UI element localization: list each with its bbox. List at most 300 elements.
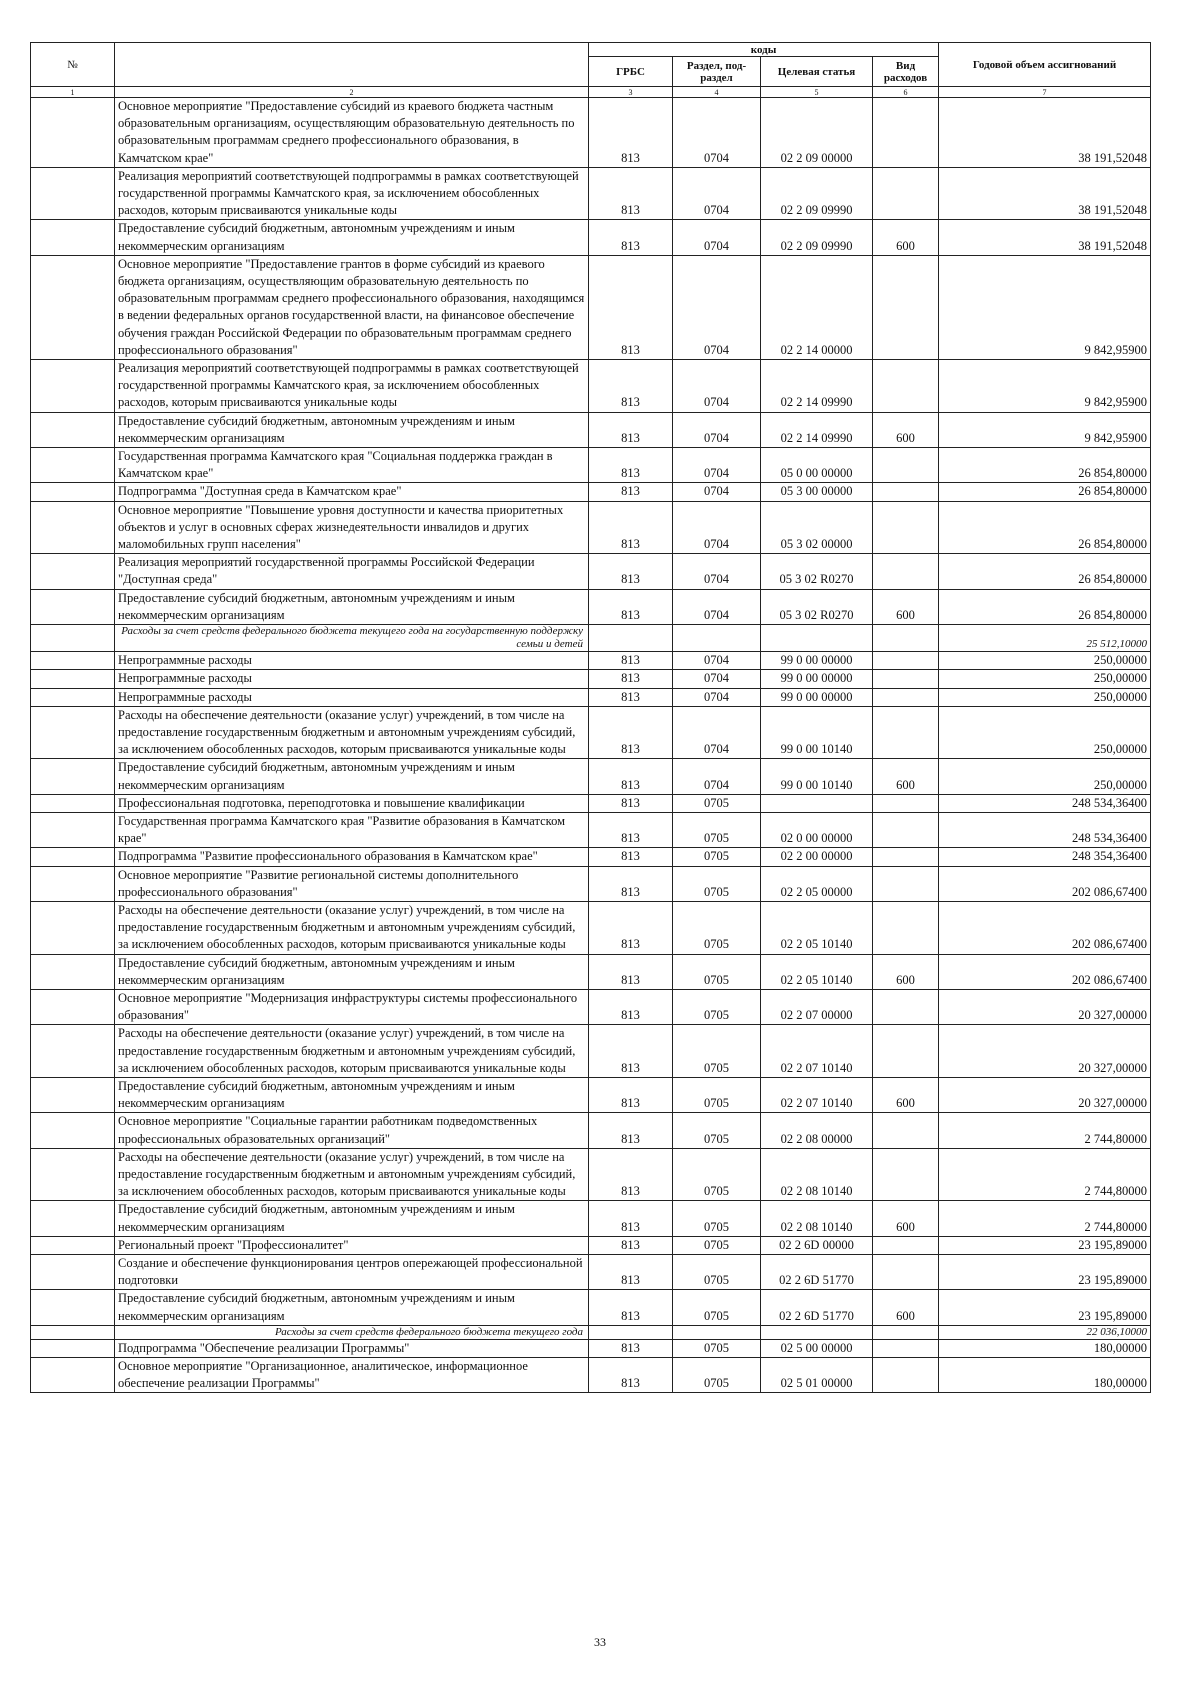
- row-celevaya: 02 2 09 00000: [761, 98, 873, 168]
- row-amount: 2 744,80000: [939, 1201, 1151, 1236]
- row-grbs: [589, 1325, 673, 1339]
- table-header: [31, 43, 1151, 98]
- row-name: Основное мероприятие "Развитие региональной системы дополнительного профессионального образования": [115, 866, 589, 901]
- row-razdel: 0705: [673, 866, 761, 901]
- table-row: [31, 220, 1151, 255]
- row-name: Непрограммные расходы: [115, 652, 589, 670]
- row-vid: [873, 167, 939, 220]
- column-number: 4: [673, 87, 761, 98]
- row-celevaya: 02 5 01 00000: [761, 1358, 873, 1393]
- row-amount: 248 534,36400: [939, 794, 1151, 812]
- row-name: Реализация мероприятий соответствующей подпрограммы в рамках соответствующей государственной программы Камчатского края, за исключением обособленных расходов, которым присваиваются уникальные коды: [115, 167, 589, 220]
- row-grbs: 813: [589, 1290, 673, 1325]
- row-celevaya: 02 2 6D 51770: [761, 1290, 873, 1325]
- row-vid: [873, 1236, 939, 1254]
- row-razdel: 0704: [673, 652, 761, 670]
- row-razdel: 0704: [673, 706, 761, 759]
- table-row: [31, 989, 1151, 1024]
- table-row: [31, 1201, 1151, 1236]
- row-grbs: 813: [589, 1077, 673, 1112]
- table-row: [31, 794, 1151, 812]
- table-row: [31, 501, 1151, 554]
- row-razdel: 0704: [673, 501, 761, 554]
- row-amount: 26 854,80000: [939, 554, 1151, 589]
- row-amount: 9 842,95900: [939, 360, 1151, 413]
- row-razdel: 0705: [673, 1201, 761, 1236]
- column-number: 5: [761, 87, 873, 98]
- row-razdel: 0704: [673, 220, 761, 255]
- row-celevaya: 02 2 07 10140: [761, 1077, 873, 1112]
- row-name: Предоставление субсидий бюджетным, автономным учреждениям и иным некоммерческим организациям: [115, 954, 589, 989]
- row-grbs: 813: [589, 901, 673, 954]
- row-grbs: 813: [589, 794, 673, 812]
- row-vid: 600: [873, 412, 939, 447]
- row-name: Реализация мероприятий соответствующей подпрограммы в рамках соответствующей государственной программы Камчатского края, за исключением обособленных расходов, которым присваиваются уникальные коды: [115, 360, 589, 413]
- budget-table: [30, 42, 1151, 1393]
- row-celevaya: 05 3 02 00000: [761, 501, 873, 554]
- row-name: Предоставление субсидий бюджетным, автономным учреждениям и иным некоммерческим организациям: [115, 412, 589, 447]
- table-row: [31, 812, 1151, 847]
- row-celevaya: 02 2 05 10140: [761, 954, 873, 989]
- column-number: 3: [589, 87, 673, 98]
- row-celevaya: 99 0 00 10140: [761, 759, 873, 794]
- row-razdel: [673, 1325, 761, 1339]
- table-row: [31, 670, 1151, 688]
- row-name: Основное мероприятие "Социальные гарантии работникам подведомственных профессиональных образовательных организаций": [115, 1113, 589, 1148]
- row-celevaya: 02 2 08 10140: [761, 1201, 873, 1236]
- row-amount: 250,00000: [939, 652, 1151, 670]
- row-number-cell: [31, 501, 115, 554]
- row-name: Расходы на обеспечение деятельности (оказание услуг) учреждений, в том числе на предоставление государственным бюджетным и автономным учреждениям субсидий, за исключением обособленных расходов, которым присваиваются уникальные коды: [115, 1148, 589, 1201]
- row-amount: 26 854,80000: [939, 589, 1151, 624]
- row-amount: 202 086,67400: [939, 954, 1151, 989]
- row-celevaya: 05 3 02 R0270: [761, 589, 873, 624]
- row-grbs: 813: [589, 360, 673, 413]
- row-celevaya: 02 2 07 10140: [761, 1025, 873, 1078]
- table-row: [31, 1236, 1151, 1254]
- row-celevaya: 99 0 00 00000: [761, 688, 873, 706]
- row-number-cell: [31, 589, 115, 624]
- row-name: Основное мероприятие "Предоставление грантов в форме субсидий из краевого бюджета организациям, осуществляющим образовательную деятельность по образовательным программам среднего профессионального образования, находящимся в ведении федеральных органов государственной власти, на финансовое обеспечение обучения граждан Российской Федерации по образовательным программам среднего профессионального образования": [115, 255, 589, 359]
- row-grbs: 813: [589, 554, 673, 589]
- row-razdel: 0704: [673, 360, 761, 413]
- row-number-cell: [31, 652, 115, 670]
- row-name: Создание и обеспечение функционирования центров опережающей профессиональной подготовки: [115, 1255, 589, 1290]
- row-vid: 600: [873, 1201, 939, 1236]
- row-amount: 2 744,80000: [939, 1113, 1151, 1148]
- row-number-cell: [31, 989, 115, 1024]
- row-name: Непрограммные расходы: [115, 670, 589, 688]
- row-grbs: 813: [589, 989, 673, 1024]
- row-celevaya: 02 0 00 00000: [761, 812, 873, 847]
- row-razdel: 0705: [673, 954, 761, 989]
- row-number-cell: [31, 812, 115, 847]
- table-row: [31, 554, 1151, 589]
- row-number-cell: [31, 167, 115, 220]
- row-vid: [873, 554, 939, 589]
- row-celevaya: [761, 625, 873, 652]
- row-number-cell: [31, 1113, 115, 1148]
- row-grbs: 813: [589, 98, 673, 168]
- row-vid: [873, 848, 939, 866]
- row-grbs: 813: [589, 501, 673, 554]
- row-vid: [873, 360, 939, 413]
- row-celevaya: 02 2 09 09990: [761, 167, 873, 220]
- table-row: [31, 1290, 1151, 1325]
- row-celevaya: 02 2 07 00000: [761, 989, 873, 1024]
- row-razdel: 0705: [673, 1148, 761, 1201]
- row-razdel: 0705: [673, 1358, 761, 1393]
- row-number-cell: [31, 759, 115, 794]
- row-number-cell: [31, 688, 115, 706]
- table-row: [31, 448, 1151, 483]
- row-vid: 600: [873, 1290, 939, 1325]
- row-amount: 38 191,52048: [939, 220, 1151, 255]
- column-number: 2: [115, 87, 589, 98]
- row-number-cell: [31, 412, 115, 447]
- row-number-cell: [31, 1339, 115, 1357]
- row-razdel: 0704: [673, 589, 761, 624]
- row-amount: 25 512,10000: [939, 625, 1151, 652]
- row-vid: [873, 688, 939, 706]
- row-name: Расходы на обеспечение деятельности (оказание услуг) учреждений, в том числе на предоставление государственным бюджетным и автономным учреждениям субсидий, за исключением обособленных расходов, которым присваиваются уникальные коды: [115, 901, 589, 954]
- row-name: Региональный проект "Профессионалитет": [115, 1236, 589, 1254]
- row-grbs: 813: [589, 866, 673, 901]
- row-amount: 22 036,10000: [939, 1325, 1151, 1339]
- row-vid: [873, 1358, 939, 1393]
- row-razdel: 0705: [673, 1290, 761, 1325]
- row-name: Основное мероприятие "Организационное, аналитическое, информационное обеспечение реализации Программы": [115, 1358, 589, 1393]
- row-grbs: 813: [589, 954, 673, 989]
- row-celevaya: 05 3 00 00000: [761, 483, 873, 501]
- row-grbs: 813: [589, 412, 673, 447]
- table-row: [31, 1339, 1151, 1357]
- row-razdel: 0704: [673, 98, 761, 168]
- row-amount: 248 354,36400: [939, 848, 1151, 866]
- row-amount: 180,00000: [939, 1339, 1151, 1357]
- table-row: [31, 1025, 1151, 1078]
- row-name: Реализация мероприятий государственной программы Российской Федерации "Доступная среда": [115, 554, 589, 589]
- row-amount: 202 086,67400: [939, 866, 1151, 901]
- row-vid: 600: [873, 220, 939, 255]
- row-amount: 250,00000: [939, 670, 1151, 688]
- row-grbs: 813: [589, 1255, 673, 1290]
- row-grbs: 813: [589, 589, 673, 624]
- row-number-cell: [31, 448, 115, 483]
- table-row: [31, 1358, 1151, 1393]
- row-razdel: 0704: [673, 483, 761, 501]
- row-amount: 9 842,95900: [939, 255, 1151, 359]
- row-grbs: 813: [589, 1025, 673, 1078]
- row-amount: 20 327,00000: [939, 1077, 1151, 1112]
- row-vid: [873, 670, 939, 688]
- table-note-row: [31, 1325, 1151, 1339]
- row-number-cell: [31, 255, 115, 359]
- table-body: [31, 98, 1151, 1393]
- row-vid: 600: [873, 1077, 939, 1112]
- row-grbs: 813: [589, 812, 673, 847]
- column-number: 7: [939, 87, 1151, 98]
- row-razdel: 0704: [673, 554, 761, 589]
- row-number-cell: [31, 954, 115, 989]
- row-razdel: 0705: [673, 1255, 761, 1290]
- row-celevaya: 02 2 6D 00000: [761, 1236, 873, 1254]
- row-amount: 2 744,80000: [939, 1148, 1151, 1201]
- header-celevaya: Целевая статья: [761, 57, 873, 87]
- row-number-cell: [31, 360, 115, 413]
- row-number-cell: [31, 625, 115, 652]
- row-vid: [873, 866, 939, 901]
- row-vid: [873, 794, 939, 812]
- table-row: [31, 866, 1151, 901]
- row-razdel: 0705: [673, 901, 761, 954]
- row-number-cell: [31, 1236, 115, 1254]
- row-razdel: 0704: [673, 412, 761, 447]
- row-number-cell: [31, 670, 115, 688]
- row-razdel: 0704: [673, 688, 761, 706]
- row-celevaya: 99 0 00 00000: [761, 652, 873, 670]
- row-vid: 600: [873, 589, 939, 624]
- row-celevaya: 99 0 00 10140: [761, 706, 873, 759]
- row-razdel: 0705: [673, 1113, 761, 1148]
- row-amount: 250,00000: [939, 759, 1151, 794]
- table-row: [31, 412, 1151, 447]
- row-name: Основное мероприятие "Повышение уровня доступности и качества приоритетных объектов и услуг в основных сферах жизнедеятельности инвалидов и других маломобильных групп населения": [115, 501, 589, 554]
- table-row: [31, 759, 1151, 794]
- row-celevaya: 02 2 00 00000: [761, 848, 873, 866]
- header-vid: Вид расходов: [873, 57, 939, 87]
- row-celevaya: 02 2 14 09990: [761, 360, 873, 413]
- header-codes-group: коды: [589, 43, 939, 57]
- table-row: [31, 706, 1151, 759]
- row-number-cell: [31, 706, 115, 759]
- row-vid: [873, 255, 939, 359]
- header-name: [115, 43, 589, 87]
- row-name: Основное мероприятие "Модернизация инфраструктуры системы профессионального образования": [115, 989, 589, 1024]
- row-number-cell: [31, 554, 115, 589]
- row-name: Предоставление субсидий бюджетным, автономным учреждениям и иным некоммерческим организациям: [115, 589, 589, 624]
- row-razdel: [673, 625, 761, 652]
- header-column-numbers: [31, 87, 1151, 98]
- row-amount: 38 191,52048: [939, 98, 1151, 168]
- row-razdel: 0704: [673, 759, 761, 794]
- row-grbs: 813: [589, 1339, 673, 1357]
- row-name: Профессиональная подготовка, переподготовка и повышение квалификации: [115, 794, 589, 812]
- row-grbs: 813: [589, 706, 673, 759]
- row-number-cell: [31, 848, 115, 866]
- table-row: [31, 589, 1151, 624]
- row-vid: [873, 1113, 939, 1148]
- row-celevaya: 02 2 08 10140: [761, 1148, 873, 1201]
- row-vid: [873, 1255, 939, 1290]
- table-row: [31, 652, 1151, 670]
- row-grbs: 813: [589, 688, 673, 706]
- row-number-cell: [31, 866, 115, 901]
- row-name: Основное мероприятие "Предоставление субсидий из краевого бюджета частным образовательным организациям, осуществляющим образовательную деятельность по образовательным программам среднего профессионального образования, в Камчатском крае": [115, 98, 589, 168]
- row-vid: [873, 989, 939, 1024]
- row-grbs: 813: [589, 848, 673, 866]
- row-vid: [873, 1325, 939, 1339]
- table-row: [31, 360, 1151, 413]
- row-razdel: 0704: [673, 448, 761, 483]
- row-name: Предоставление субсидий бюджетным, автономным учреждениям и иным некоммерческим организациям: [115, 1201, 589, 1236]
- row-razdel: 0704: [673, 167, 761, 220]
- row-celevaya: 05 3 02 R0270: [761, 554, 873, 589]
- row-razdel: 0705: [673, 1339, 761, 1357]
- row-vid: [873, 483, 939, 501]
- row-vid: 600: [873, 954, 939, 989]
- row-number-cell: [31, 1148, 115, 1201]
- row-razdel: 0705: [673, 989, 761, 1024]
- row-grbs: 813: [589, 1201, 673, 1236]
- row-celevaya: 99 0 00 00000: [761, 670, 873, 688]
- row-amount: 248 534,36400: [939, 812, 1151, 847]
- row-celevaya: 02 2 14 09990: [761, 412, 873, 447]
- table-row: [31, 255, 1151, 359]
- row-name: Подпрограмма "Доступная среда в Камчатском крае": [115, 483, 589, 501]
- row-grbs: 813: [589, 483, 673, 501]
- row-amount: 26 854,80000: [939, 501, 1151, 554]
- row-name: Расходы на обеспечение деятельности (оказание услуг) учреждений, в том числе на предоставление государственным бюджетным и автономным учреждениям субсидий, за исключением обособленных расходов, которым присваиваются уникальные коды: [115, 1025, 589, 1078]
- row-grbs: 813: [589, 167, 673, 220]
- row-vid: [873, 1025, 939, 1078]
- row-vid: [873, 652, 939, 670]
- row-name: Предоставление субсидий бюджетным, автономным учреждениям и иным некоммерческим организациям: [115, 1290, 589, 1325]
- row-number-cell: [31, 220, 115, 255]
- row-grbs: 813: [589, 670, 673, 688]
- row-vid: [873, 625, 939, 652]
- table-row: [31, 1255, 1151, 1290]
- row-number-cell: [31, 98, 115, 168]
- table-row: [31, 688, 1151, 706]
- row-vid: [873, 812, 939, 847]
- row-razdel: 0705: [673, 794, 761, 812]
- row-celevaya: [761, 794, 873, 812]
- row-grbs: 813: [589, 448, 673, 483]
- table-row: [31, 954, 1151, 989]
- row-name: Подпрограмма "Развитие профессионального образования в Камчатском крае": [115, 848, 589, 866]
- row-amount: 23 195,89000: [939, 1255, 1151, 1290]
- row-celevaya: [761, 1325, 873, 1339]
- row-celevaya: 02 2 14 00000: [761, 255, 873, 359]
- row-grbs: 813: [589, 652, 673, 670]
- table-note-row: [31, 625, 1151, 652]
- table-row: [31, 1077, 1151, 1112]
- row-razdel: 0705: [673, 1025, 761, 1078]
- row-amount: 180,00000: [939, 1358, 1151, 1393]
- row-amount: 26 854,80000: [939, 483, 1151, 501]
- row-name: Расходы за счет средств федерального бюджета текущего года: [115, 1325, 589, 1339]
- row-celevaya: 02 2 6D 51770: [761, 1255, 873, 1290]
- row-amount: 20 327,00000: [939, 1025, 1151, 1078]
- row-razdel: 0705: [673, 1236, 761, 1254]
- row-name: Непрограммные расходы: [115, 688, 589, 706]
- header-amount: Годовой объем ассигнований: [939, 43, 1151, 87]
- row-amount: 9 842,95900: [939, 412, 1151, 447]
- row-vid: 600: [873, 759, 939, 794]
- header-grbs: ГРБС: [589, 57, 673, 87]
- row-name: Предоставление субсидий бюджетным, автономным учреждениям и иным некоммерческим организациям: [115, 759, 589, 794]
- header-razdel: Раздел, под-раздел: [673, 57, 761, 87]
- row-number-cell: [31, 901, 115, 954]
- row-name: Расходы на обеспечение деятельности (оказание услуг) учреждений, в том числе на предоставление государственным бюджетным и автономным учреждениям субсидий, за исключением обособленных расходов, которым присваиваются уникальные коды: [115, 706, 589, 759]
- row-amount: 250,00000: [939, 706, 1151, 759]
- row-name: Расходы за счет средств федерального бюджета текущего года на государственную поддержку семьи и детей: [115, 625, 589, 652]
- row-number-cell: [31, 1290, 115, 1325]
- row-grbs: 813: [589, 1148, 673, 1201]
- row-razdel: 0704: [673, 255, 761, 359]
- row-amount: 26 854,80000: [939, 448, 1151, 483]
- header-num: №: [31, 43, 115, 87]
- row-celevaya: 02 2 05 10140: [761, 901, 873, 954]
- table-row: [31, 848, 1151, 866]
- row-amount: 23 195,89000: [939, 1290, 1151, 1325]
- row-vid: [873, 706, 939, 759]
- row-number-cell: [31, 1325, 115, 1339]
- table-row: [31, 901, 1151, 954]
- row-grbs: [589, 625, 673, 652]
- column-number: 1: [31, 87, 115, 98]
- row-amount: 38 191,52048: [939, 167, 1151, 220]
- row-number-cell: [31, 1255, 115, 1290]
- row-name: Государственная программа Камчатского края "Социальная поддержка граждан в Камчатском крае": [115, 448, 589, 483]
- row-grbs: 813: [589, 1113, 673, 1148]
- table-row: [31, 167, 1151, 220]
- row-amount: 250,00000: [939, 688, 1151, 706]
- table-row: [31, 483, 1151, 501]
- row-vid: [873, 501, 939, 554]
- row-vid: [873, 901, 939, 954]
- row-amount: 202 086,67400: [939, 901, 1151, 954]
- page-number: 33: [594, 1635, 606, 1649]
- table-row: [31, 1148, 1151, 1201]
- row-razdel: 0705: [673, 1077, 761, 1112]
- row-celevaya: 02 2 08 00000: [761, 1113, 873, 1148]
- row-celevaya: 05 0 00 00000: [761, 448, 873, 483]
- row-vid: [873, 98, 939, 168]
- table-row: [31, 98, 1151, 168]
- row-grbs: 813: [589, 759, 673, 794]
- column-number: 6: [873, 87, 939, 98]
- row-name: Государственная программа Камчатского края "Развитие образования в Камчатском крае": [115, 812, 589, 847]
- row-vid: [873, 1339, 939, 1357]
- row-number-cell: [31, 1201, 115, 1236]
- row-vid: [873, 1148, 939, 1201]
- row-grbs: 813: [589, 1236, 673, 1254]
- row-amount: 23 195,89000: [939, 1236, 1151, 1254]
- row-name: Подпрограмма "Обеспечение реализации Программы": [115, 1339, 589, 1357]
- row-razdel: 0705: [673, 848, 761, 866]
- row-number-cell: [31, 794, 115, 812]
- row-name: Предоставление субсидий бюджетным, автономным учреждениям и иным некоммерческим организациям: [115, 220, 589, 255]
- row-grbs: 813: [589, 255, 673, 359]
- row-number-cell: [31, 1025, 115, 1078]
- row-name: Предоставление субсидий бюджетным, автономным учреждениям и иным некоммерческим организациям: [115, 1077, 589, 1112]
- row-grbs: 813: [589, 220, 673, 255]
- row-celevaya: 02 5 00 00000: [761, 1339, 873, 1357]
- row-amount: 20 327,00000: [939, 989, 1151, 1024]
- row-vid: [873, 448, 939, 483]
- table-row: [31, 1113, 1151, 1148]
- row-number-cell: [31, 1077, 115, 1112]
- row-razdel: 0705: [673, 812, 761, 847]
- row-number-cell: [31, 483, 115, 501]
- row-grbs: 813: [589, 1358, 673, 1393]
- row-razdel: 0704: [673, 670, 761, 688]
- row-number-cell: [31, 1358, 115, 1393]
- row-celevaya: 02 2 05 00000: [761, 866, 873, 901]
- row-celevaya: 02 2 09 09990: [761, 220, 873, 255]
